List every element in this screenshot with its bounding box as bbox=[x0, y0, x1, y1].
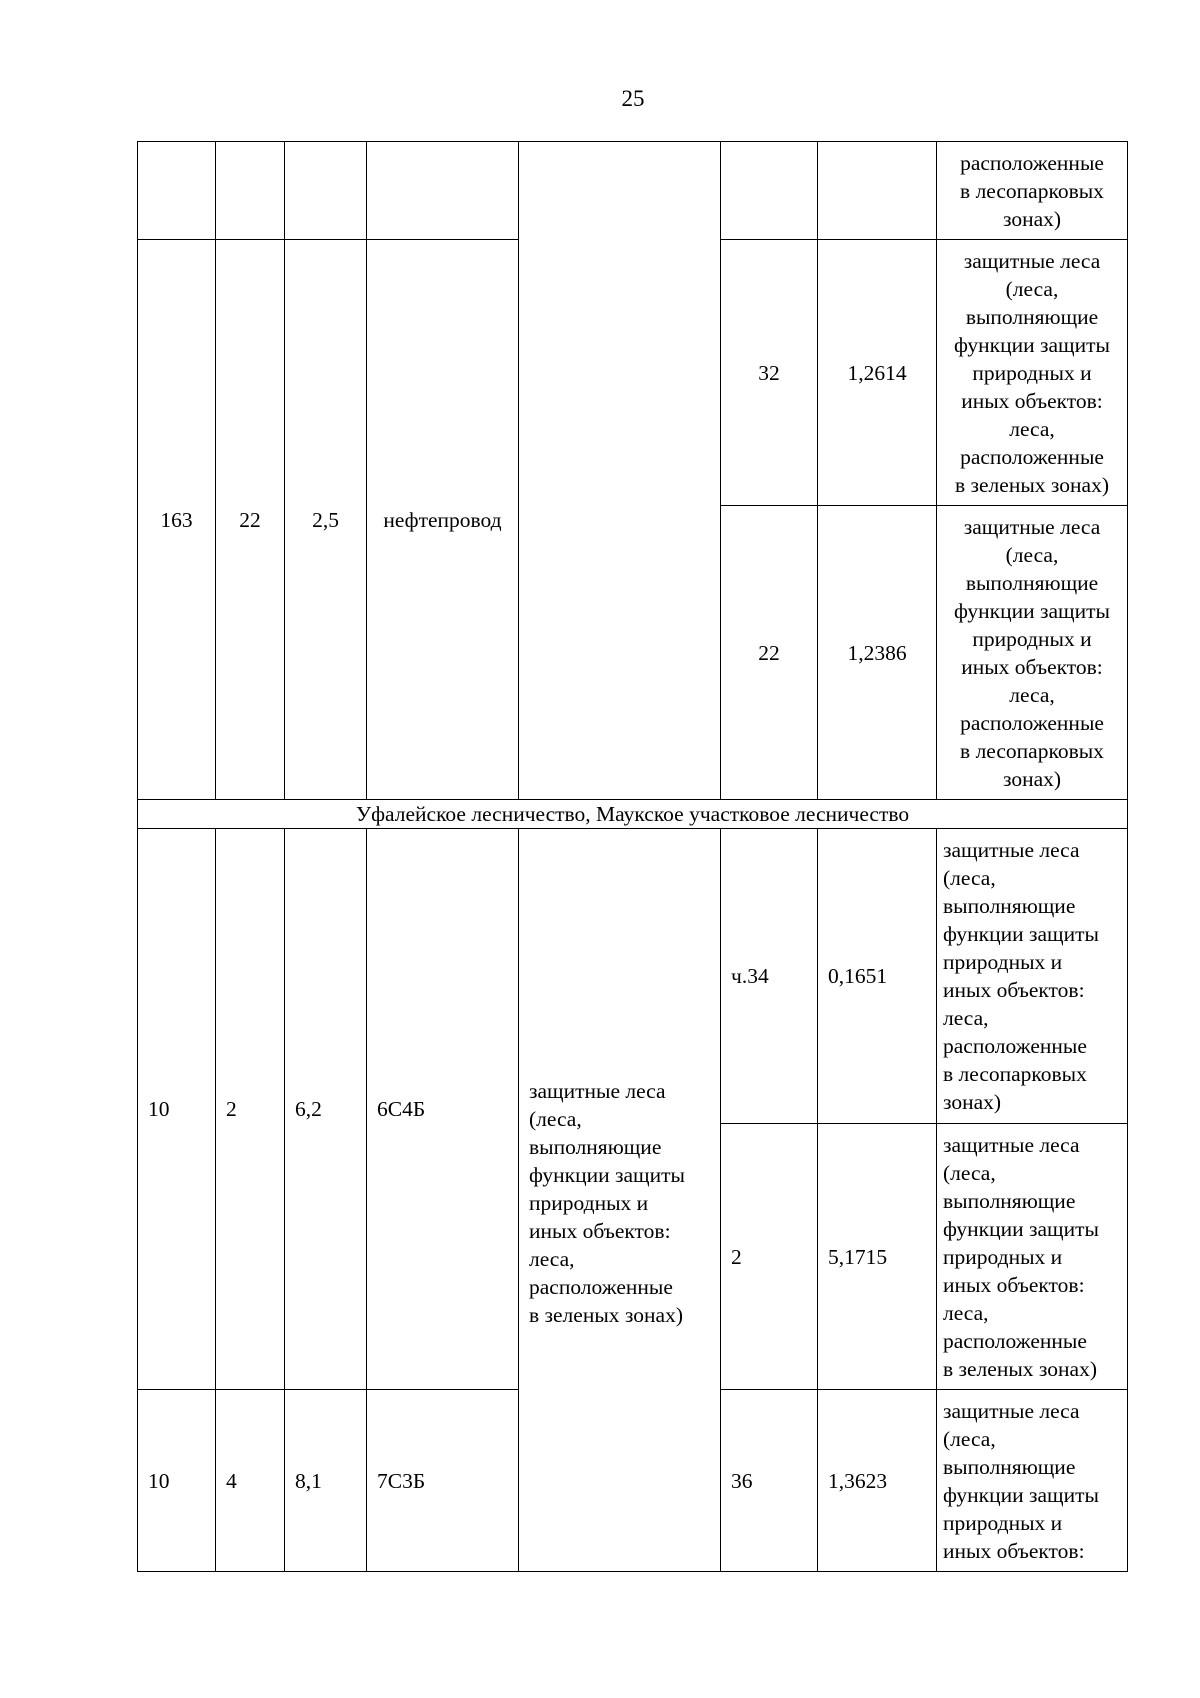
table-cell bbox=[519, 142, 721, 800]
plot-cell: 22 bbox=[216, 240, 285, 800]
object-cell: нефтепровод bbox=[367, 240, 519, 800]
table-cell bbox=[721, 142, 818, 240]
composition-cell: 6С4Б bbox=[367, 829, 519, 1390]
table-cell bbox=[818, 142, 937, 240]
table-cell bbox=[285, 142, 367, 240]
table-cell bbox=[367, 142, 519, 240]
forest-plots-table bbox=[137, 141, 1128, 1572]
table-cell bbox=[138, 142, 216, 240]
purpose-cell: расположенные в лесопарковых зонах) bbox=[937, 142, 1128, 240]
allotment-cell: 32 bbox=[721, 240, 818, 506]
table-row bbox=[138, 142, 1128, 240]
page-number: 25 bbox=[621, 86, 645, 111]
composition-cell: 7С3Б bbox=[367, 1390, 519, 1572]
allotment-cell: ч.34 bbox=[721, 829, 818, 1124]
purpose-cell: защитные леса (леса, выполняющие функции защиты природных и иных объектов: bbox=[937, 1390, 1128, 1572]
area-cell: 8,1 bbox=[285, 1390, 367, 1572]
allotment-area-cell: 1,2614 bbox=[818, 240, 937, 506]
purpose-cell: защитные леса (леса, выполняющие функции защиты природных и иных объектов: леса, расположенные в лесопарковых зонах) bbox=[937, 506, 1128, 800]
area-cell: 2,5 bbox=[285, 240, 367, 800]
quarter-cell: 10 bbox=[138, 1390, 216, 1572]
purpose-cell: защитные леса (леса, выполняющие функции защиты природных и иных объектов: леса, расположенные в зеленых зонах) bbox=[937, 1124, 1128, 1390]
purpose-cell: защитные леса (леса, выполняющие функции защиты природных и иных объектов: леса, расположенные в зеленых зонах) bbox=[937, 240, 1128, 506]
plot-cell: 4 bbox=[216, 1390, 285, 1572]
quarter-cell: 10 bbox=[138, 829, 216, 1390]
allotment-cell: 2 bbox=[721, 1124, 818, 1390]
allotment-area-cell: 5,1715 bbox=[818, 1124, 937, 1390]
table-row bbox=[138, 829, 1128, 1124]
allotment-area-cell: 1,2386 bbox=[818, 506, 937, 800]
quarter-cell: 163 bbox=[138, 240, 216, 800]
table-cell bbox=[216, 142, 285, 240]
table-row bbox=[138, 800, 1128, 829]
category-cell: защитные леса (леса, выполняющие функции защиты природных и иных объектов: леса, расположенные в зеленых зонах) bbox=[519, 829, 721, 1572]
section-header: Уфалейское лесничество, Маукское участковое лесничество bbox=[138, 800, 1128, 829]
allotment-area-cell: 0,1651 bbox=[818, 829, 937, 1124]
allotment-cell: 22 bbox=[721, 506, 818, 800]
area-cell: 6,2 bbox=[285, 829, 367, 1390]
plot-cell: 2 bbox=[216, 829, 285, 1390]
allotment-area-cell: 1,3623 bbox=[818, 1390, 937, 1572]
purpose-cell: защитные леса (леса, выполняющие функции защиты природных и иных объектов: леса, расположенные в лесопарковых зонах) bbox=[937, 829, 1128, 1124]
allotment-cell: 36 bbox=[721, 1390, 818, 1572]
